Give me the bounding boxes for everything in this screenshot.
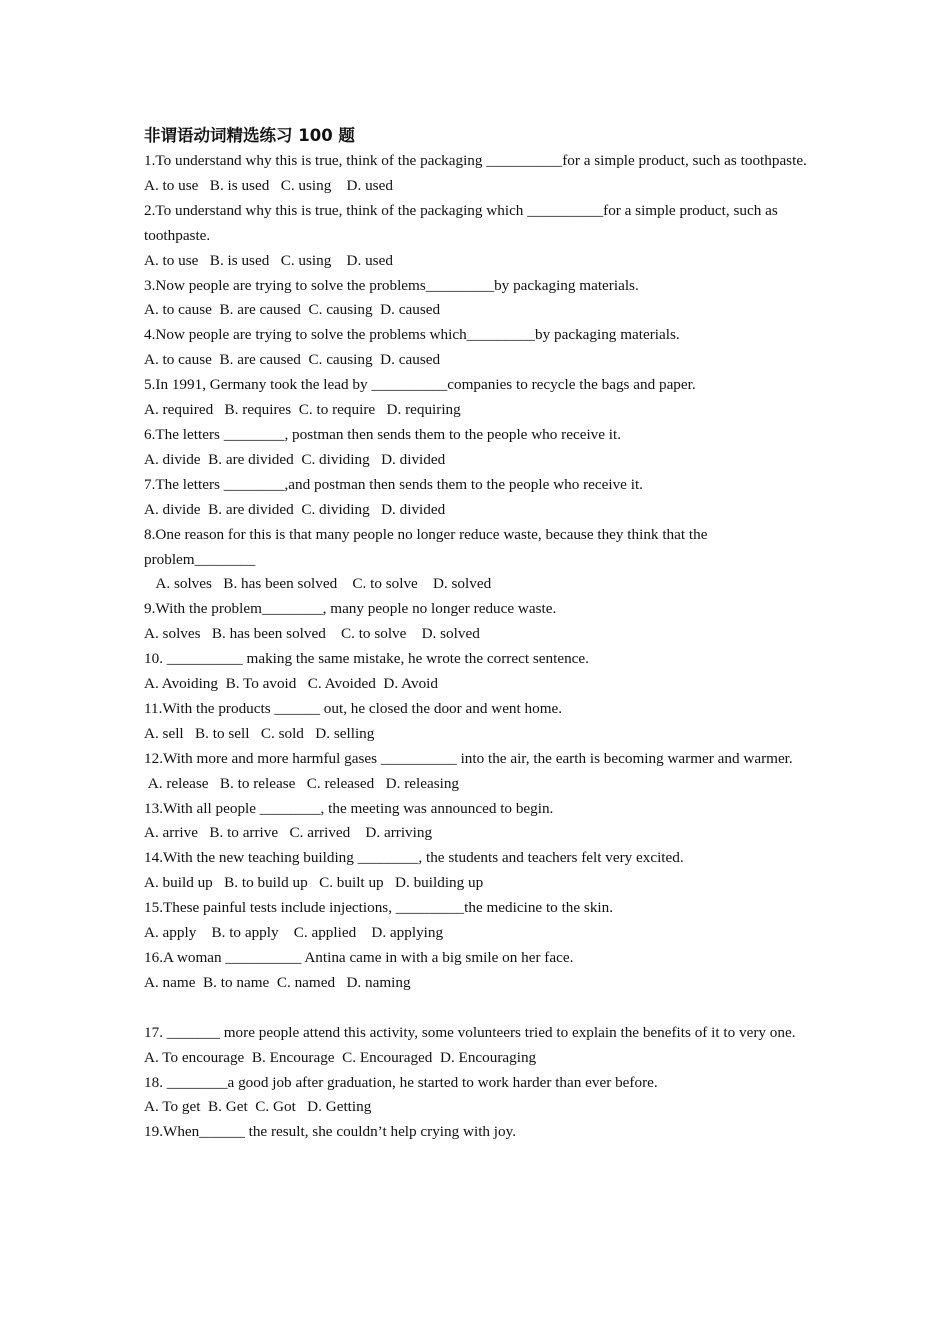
question-7-options: A. divide B. are divided C. dividing D. divided	[144, 500, 446, 518]
question-8-stem: 8.One reason for this is that many people no longer reduce waste, because they think that the problem________	[144, 525, 712, 568]
question-7-stem: 7.The letters ________,and postman then sends them to the people who receive it.	[144, 475, 643, 493]
question-4-stem: 4.Now people are trying to solve the problems which_________by packaging materials.	[144, 326, 680, 344]
question-10-options: A. Avoiding B. To avoid C. Avoided D. Avoid	[144, 675, 438, 693]
question-16-stem: 16.A woman __________ Antina came in with a big smile on her face.	[144, 949, 574, 966]
question-18-stem: 18. ________a good job after graduation, he started to work harder than ever before.	[144, 1073, 658, 1091]
question-13-stem: 13.With all people ________, the meeting was announced to begin.	[144, 799, 554, 817]
question-2-options: A. to use B. is used C. using D. used	[144, 251, 393, 269]
question-8-options: A. solves B. has been solved C. to solve D. solved	[144, 575, 492, 593]
document-title: 非谓语动词精选练习 100 题	[144, 126, 355, 145]
question-12-options: A. release B. to release C. released D. releasing	[144, 774, 460, 792]
question-5-options: A. required B. requires C. to require D. requiring	[144, 401, 461, 419]
question-9-options: A. solves B. has been solved C. to solve D. solved	[144, 625, 480, 643]
question-6-options: A. divide B. are divided C. dividing D. divided	[144, 450, 446, 468]
question-11-options: A. sell B. to sell C. sold D. selling	[144, 724, 375, 742]
question-15-options: A. apply B. to apply C. applied D. applying	[144, 924, 444, 942]
question-5-stem: 5.In 1991, Germany took the lead by __________companies to recycle the bags and paper.	[144, 376, 696, 394]
document-page	[144, 122, 809, 1145]
question-1-stem: 1.To understand why this is true, think of the packaging __________for a simple product, such as toothpaste.	[144, 152, 807, 169]
question-9-stem: 9.With the problem________, many people no longer reduce waste.	[144, 600, 557, 618]
question-19-stem: 19.When______ the result, she couldn’t help crying with joy.	[144, 1123, 517, 1141]
question-6-stem: 6.The letters ________, postman then sends them to the people who receive it.	[144, 425, 622, 443]
question-1-options: A. to use B. is used C. using D. used	[144, 176, 393, 194]
question-15-stem: 15.These painful tests include injections, _________the medicine to the skin.	[144, 899, 614, 917]
question-14-stem: 14.With the new teaching building ________, the students and teachers felt very excited.	[144, 849, 684, 867]
question-16-options: A. name B. to name C. named D. naming	[144, 973, 411, 991]
question-4-options: A. to cause B. are caused C. causing D. caused	[144, 351, 441, 369]
question-11-stem: 11.With the products ______ out, he closed the door and went home.	[144, 699, 563, 717]
question-10-stem: 10. __________ making the same mistake, he wrote the correct sentence.	[144, 650, 589, 668]
question-14-options: A. build up B. to build up C. built up D. building up	[144, 874, 484, 892]
question-12-stem: 12.With more and more harmful gases __________ into the air, the earth is becoming warmer and warmer.	[144, 749, 793, 767]
question-18-options: A. To get B. Get C. Got D. Getting	[144, 1098, 372, 1116]
question-2-stem: 2.To understand why this is true, think of the packaging which __________for a simple product, such as toothpaste.	[144, 201, 782, 244]
question-3-options: A. to cause B. are caused C. causing D. caused	[144, 301, 441, 319]
blank-line	[144, 996, 809, 1021]
question-17-options: A. To encourage B. Encourage C. Encouraged D. Encouraging	[144, 1048, 537, 1066]
question-17-stem: 17. _______ more people attend this activity, some volunteers tried to explain the benefits of it to very one.	[144, 1023, 796, 1041]
question-13-options: A. arrive B. to arrive C. arrived D. arriving	[144, 824, 433, 842]
exercise-list	[144, 149, 809, 1145]
question-3-stem: 3.Now people are trying to solve the problems_________by packaging materials.	[144, 276, 639, 294]
